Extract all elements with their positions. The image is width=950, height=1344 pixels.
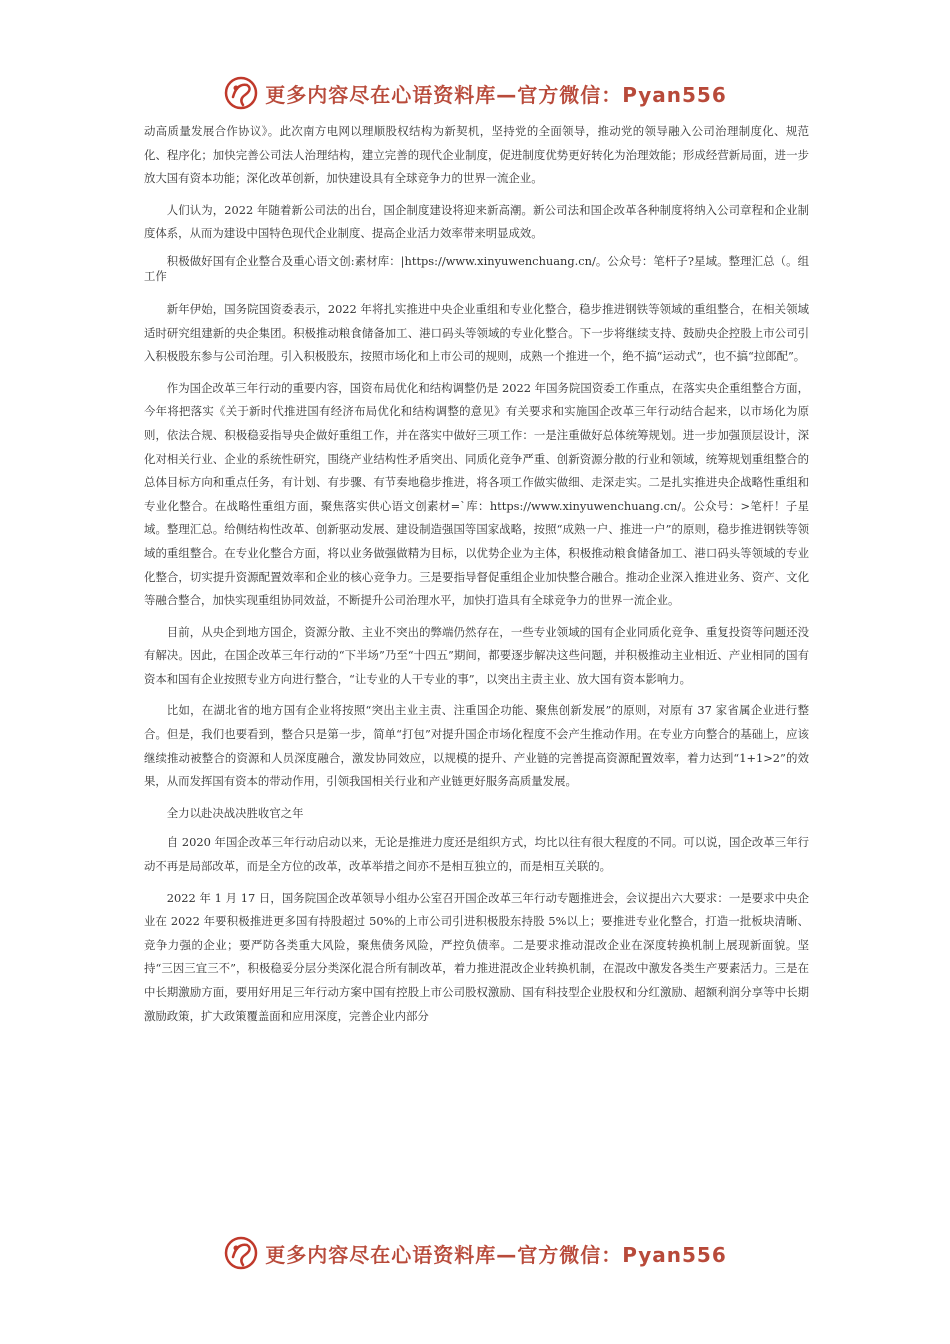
paragraph: 新年伊始，国务院国资委表示，2022 年将扎实推进中央企业重组和专业化整合，稳步推进钢铁等领域的重组整合，在相关领域适时研究组建新的央企集团。积极推动粮食储备加工、港口码头等领域的专业化整合。下一步将继续支持、鼓励央企控股上市公司引入积极股东参与公司治理。引入积极股东，按照市场化和上市公司的规则，成熟一个推进一个，绝不搞“运动式”，也不搞“拉郎配”。 [144,301,809,364]
section-heading: 全力以赴决战决胜收官之年 [166,805,304,820]
watermark-banner-bottom [0,1233,950,1273]
section-heading: 积极做好国有企业整合及重心语文创:素材库：|https://www.xinyuwenchuang.cn/。公众号：笔杆子?星域。整理汇总（。组工作 [144,253,809,283]
watermark-text: 更多内容尽在心语资料库—官方微信：Pyan556 [265,1242,727,1267]
paragraph: 2022 年 1 月 17 日，国务院国企改革领导小组办公室召开国企改革三年行动专题推进会，会议提出六大要求：一是要求中央企业在 2022 年要积极推进更多国有持股超过 50%的上市公司引进积极股东持股 5%以上；要推进专业化整合，打造一批板块清晰、竞争力强的企业；要严防各类重大风险，聚焦债务风险，严控负债率。二是要求推动混改企业在深度转换机制上展现新面貌。坚持“三因三宜三不”，积极稳妥分层分类深化混合所有制改革，着力推进混改企业转换机制，在混改中激发各类生产要素活力。三是在中长期激励方面，要用好用足三年行动方案中国有控股上市公司股权激励、国有科技型企业股权和分红激励、超额利润分享等中长期激励政策，扩大政策覆盖面和应用深度，完善企业内部分 [144,890,809,1023]
red-swirl-logo-icon [223,75,259,111]
red-swirl-logo-icon [223,1235,259,1271]
paragraph: 人们认为，2022 年随着新公司法的出台，国企制度建设将迎来新高潮。新公司法和国企改革各种制度将纳入公司章程和企业制度体系，从而为建设中国特色现代企业制度、提高企业活力效率带来明显成效。 [144,202,809,241]
paragraph: 动高质量发展合作协议》。此次南方电网以理顺股权结构为新契机，坚持党的全面领导，推动党的领导融入公司治理制度化、规范化、程序化；加快完善公司法人治理结构，建立完善的现代企业制度，促进制度优势更好转化为治理效能；形成经营新局面，进一步放大国有资本功能；深化改革创新，加快建设具有全球竞争力的世界一流企业。 [144,124,809,186]
paragraph: 自 2020 年国企改革三年行动启动以来，无论是推进力度还是组织方式，均比以往有很大程度的不同。可以说，国企改革三年行动不再是局部改革，而是全方位的改革，改革举措之间亦不是相互独立的，而是相互关联的。 [144,835,809,874]
document-body [144,120,809,1210]
paragraph: 作为国企改革三年行动的重要内容，国资布局优化和结构调整仍是 2022 年国务院国资委工作重点，在落实央企重组整合方面，今年将把落实《关于新时代推进国有经济布局优化和结构调整的意见》有关要求和实施国企改革三年行动结合起来，以市场化为原则，依法合规、积极稳妥指导央企做好重组工作，并在落实中做好三项工作：一是注重做好总体统筹规划。进一步加强顶层设计，深化对相关行业、企业的系统性研究，围绕产业结构性矛盾突出、同质化竞争严重、创新资源分散的行业和领域，统筹规划重组整合的总体目标方向和重点任务，有计划、有步骤、有节奏地稳步推进，将各项工作做实做细、走深走实。二是扎实推进央企战略性重组和专业化整合。在战略性重组方面，聚焦落实供心语文创素材=`库：https://www.xinyuwenchuang.cn/。公众号：>笔杆！子星域。整理汇总。给侧结构性改革、创新驱动发展、建设制造强国等国家战略，按照“成熟一户、推进一户”的原则，稳步推进钢铁等领域的重组整合。在专业化整合方面，将以业务做强做精为目标，以优势企业为主体，积极推动粮食储备加工、港口码头等领域的专业化整合，切实提升资源配置效率和企业的核心竞争力。三是要指导督促重组企业加快整合融合。推动企业深入推进业务、资产、文化等融合整合，加快实现重组协同效益，不断提升公司治理水平，加快打造具有全球竞争力的世界一流企业。 [144,380,809,608]
paragraph: 比如，在湖北省的地方国有企业将按照“突出主业主责、注重国企功能、聚焦创新发展”的原则，对原有 37 家省属企业进行整合。但是，我们也要看到，整合只是第一步，简单“打包”对提升国企市场化程度不会产生推动作用。在专业方向整合的基础上，应该继续推动被整合的资源和人员深度融合，激发协同效应，以规模的提升、产业链的完善提高资源配置效率，着力达到“1+1>2”的效果，从而发挥国有资本的带动作用，引领我国相关行业和产业链更好服务高质量发展。 [144,703,809,789]
paragraph: 目前，从央企到地方国企，资源分散、主业不突出的弊端仍然存在，一些专业领域的国有企业同质化竞争、重复投资等问题还没有解决。因此，在国企改革三年行动的“下半场”乃至“十四五”期间，都要逐步解决这些问题，并积极推动主业相近、产业相同的国有资本和国有企业按照专业方向进行整合，“让专业的人干专业的事”，以突出主责主业、放大国有资本影响力。 [144,624,809,686]
watermark-text: 更多内容尽在心语资料库—官方微信：Pyan556 [265,82,727,107]
watermark-banner-top [0,73,950,113]
